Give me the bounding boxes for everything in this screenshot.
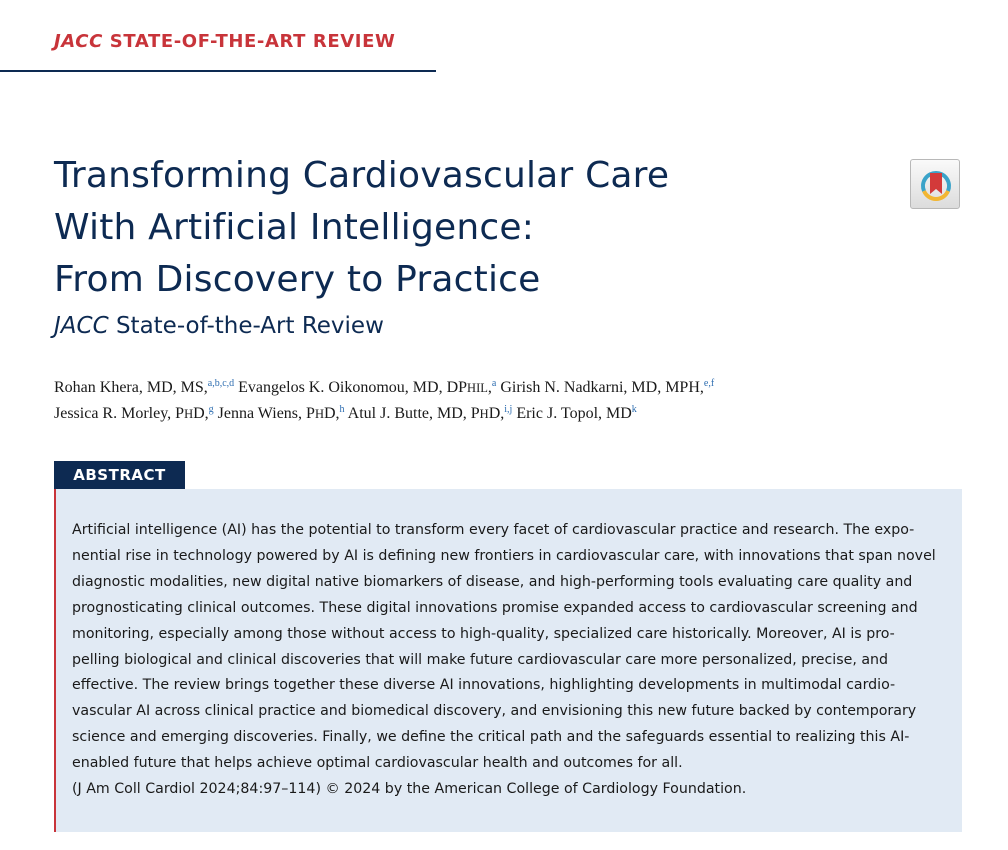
- author-name: Atul J. Butte, MD, PHD,: [347, 405, 505, 422]
- title-line-1: Transforming Cardiovascular Care: [54, 155, 670, 196]
- subtitle-journal: JACC: [54, 313, 109, 339]
- author-line-2: [54, 401, 924, 427]
- abstract-line: enabled future that helps achieve optimal cardiovascular health and outcomes for all.: [72, 755, 683, 772]
- abstract-line: prognosticating clinical outcomes. These digital innovations promise expanded access to cardiovascular screening and: [72, 599, 918, 616]
- affiliation-marker[interactable]: h: [339, 404, 345, 415]
- citation-line: (J Am Coll Cardiol 2024;84:97–114) © 2024 by the American College of Cardiology Foundation.: [72, 781, 747, 798]
- abstract-line: Artificial intelligence (AI) has the potential to transform every facet of cardiovascular practice and research. The expo-: [72, 522, 915, 538]
- affiliation-marker[interactable]: i,j: [504, 404, 513, 415]
- affiliation-marker[interactable]: g: [208, 404, 214, 415]
- author-name: Girish N. Nadkarni, MD, MPH,: [500, 379, 704, 396]
- affiliation-marker[interactable]: e,f: [703, 378, 715, 389]
- crossmark-icon: [919, 167, 953, 203]
- section-label: [54, 31, 395, 52]
- abstract-body: [72, 518, 952, 803]
- section-label-text: STATE-OF-THE-ART REVIEW: [109, 31, 396, 52]
- article-title: [54, 150, 874, 306]
- author-name: Rohan Khera, MD, MS,: [54, 379, 208, 396]
- abstract-line: pelling biological and clinical discoveries that will make future cardiovascular care more personalized, precise, and: [72, 651, 889, 668]
- abstract-line: nential rise in technology powered by AI is defining new frontiers in cardiovascular care, with innovations that span novel: [72, 547, 936, 564]
- affiliation-marker[interactable]: k: [631, 404, 637, 415]
- title-line-3: From Discovery to Practice: [54, 259, 541, 300]
- title-line-2: With Artificial Intelligence:: [54, 207, 535, 248]
- subtitle-text: State-of-the-Art Review: [115, 313, 384, 339]
- journal-name: JACC: [54, 31, 103, 52]
- abstract-line: vascular AI across clinical practice and biomedical discovery, and envisioning this new future backed by contemporary: [72, 703, 917, 720]
- abstract-line: science and emerging discoveries. Finally, we define the critical path and the safeguards essential to realizing this AI-: [72, 729, 910, 746]
- author-name: Eric J. Topol, MD: [516, 405, 632, 422]
- affiliation-marker[interactable]: a,b,c,d: [207, 378, 235, 389]
- abstract-heading: ABSTRACT: [54, 461, 185, 489]
- author-name: Evangelos K. Oikonomou, MD, DPHIL,: [238, 379, 492, 396]
- article-subtitle: [54, 313, 384, 339]
- affiliation-marker[interactable]: a: [491, 378, 497, 389]
- abstract-line: diagnostic modalities, new digital native biomarkers of disease, and high-performing tools evaluating care quality and: [72, 573, 913, 590]
- author-name: Jessica R. Morley, PHD,: [54, 405, 209, 422]
- section-divider: [0, 70, 436, 72]
- author-line-1: [54, 375, 924, 401]
- abstract-line: monitoring, especially among those without access to high-quality, specialized care historically. Moreover, AI is pro-: [72, 625, 895, 642]
- abstract-line: effective. The review brings together these diverse AI innovations, highlighting developments in multimodal cardio-: [72, 677, 896, 694]
- author-list: [54, 375, 924, 427]
- crossmark-button[interactable]: [910, 159, 960, 209]
- author-name: Jenna Wiens, PHD,: [217, 405, 340, 422]
